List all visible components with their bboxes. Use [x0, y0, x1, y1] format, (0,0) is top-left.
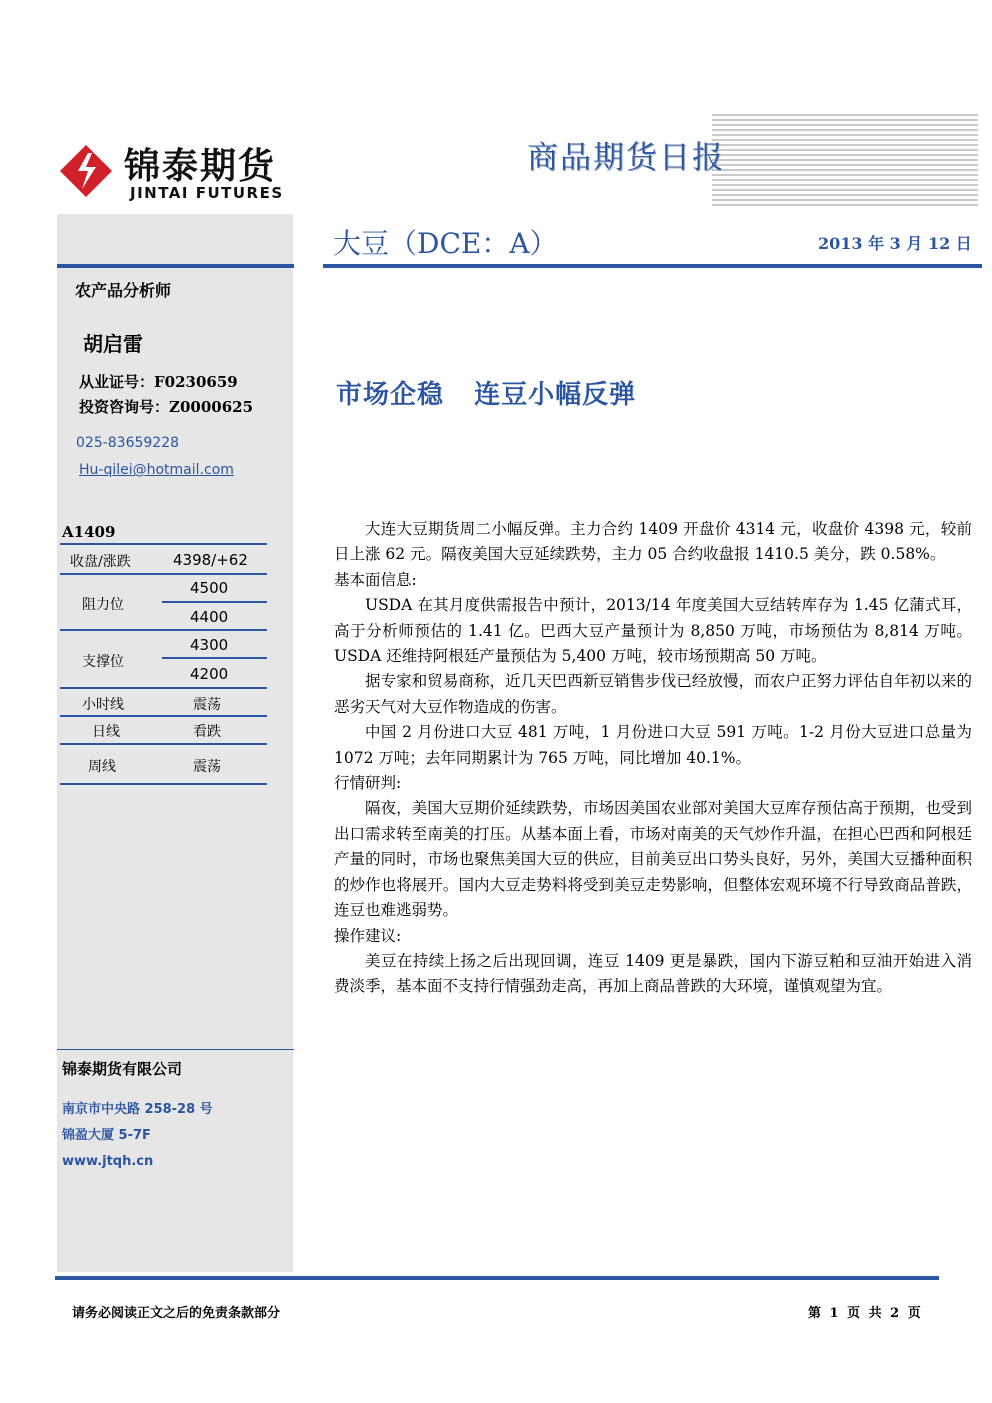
analyst-credentials — [79, 370, 253, 420]
table-divider — [60, 783, 267, 785]
body-paragraph: USDA 在其月度供需报告中预计，2013/14 年度美国大豆结转库存为 1.45 亿蒲式耳，高于分析师预估的 1.41 亿。巴西大豆产量预计为 8,850 万吨，市场预估为 8,814 万吨。USDA 还维持阿根廷产量预估为 5,400 万吨，较市场预期高 50 万吨。 — [334, 596, 972, 666]
analyst-name: 胡启雷 — [83, 332, 143, 356]
footer-rule — [55, 1276, 939, 1280]
report-title: 商品期货日报 — [527, 140, 725, 176]
consult-number: 投资咨询号：Z0000625 — [79, 398, 254, 416]
resistance-value: 4400 — [190, 608, 229, 626]
table-divider — [60, 715, 267, 717]
address-line: 南京市中央路 258-28 号 — [62, 1102, 213, 1117]
daily-value: 看跌 — [193, 724, 221, 740]
logo-english-name: JINTAI FUTURES — [130, 184, 284, 202]
commodity-title: 大豆（DCE：A） — [333, 227, 558, 260]
table-divider — [60, 573, 267, 575]
table-divider — [60, 687, 267, 689]
header-rule-right — [323, 264, 982, 268]
company-logo-icon — [58, 143, 114, 199]
company-website-link[interactable]: www.jtqh.cn — [62, 1154, 154, 1169]
contract-table-title: A1409 — [62, 523, 116, 541]
company-divider — [57, 1049, 294, 1050]
table-divider — [162, 657, 267, 659]
page-number: 第 1 页 共 2 页 — [808, 1306, 921, 1321]
cert-number: 从业证号：F0230659 — [79, 373, 238, 391]
article-body — [334, 517, 972, 1000]
analyst-email-link[interactable]: Hu-qilei@hotmail.com — [79, 462, 234, 478]
report-date: 2013 年 3 月 12 日 — [818, 234, 972, 253]
section-heading: 行情研判: — [334, 774, 402, 793]
section-heading: 基本面信息: — [334, 570, 417, 589]
analyst-phone: 025-83659228 — [76, 435, 180, 451]
close-value: 4398/+62 — [173, 551, 248, 569]
close-label: 收盘/涨跌 — [70, 554, 131, 570]
article-headline: 市场企稳 连豆小幅反弹 — [336, 380, 637, 410]
body-paragraph: 大连大豆期货周二小幅反弹。主力合约 1409 开盘价 4314 元，收盘价 4398 元，较前日上涨 62 元。隔夜美国大豆延续跌势，主力 05 合约收盘报 1410.5 美分，跌 0.58%。 — [334, 520, 972, 564]
analyst-title: 农产品分析师 — [75, 281, 172, 300]
body-paragraph: 美豆在持续上扬之后出现回调，连豆 1409 更是暴跌，国内下游豆粕和豆油开始进入消费淡季，基本面不支持行情强劲走高，再加上商品普跌的大环境，谨慎观望为宜。 — [334, 951, 972, 996]
header-rule-left — [57, 264, 294, 268]
header-stripes — [712, 114, 978, 208]
footer-disclaimer: 请务必阅读正文之后的免责条款部分 — [72, 1306, 281, 1321]
weekly-label: 周线 — [88, 759, 116, 775]
body-paragraph: 据专家和贸易商称，近几天巴西新豆销售步伐已经放慢，而农户正努力评估自年初以来的恶劣天气对大豆作物造成的伤害。 — [334, 672, 972, 716]
support-value: 4200 — [190, 665, 229, 683]
hourly-label: 小时线 — [82, 697, 124, 713]
table-divider — [162, 601, 267, 603]
table-divider — [60, 743, 267, 745]
support-label: 支撑位 — [82, 654, 124, 670]
resistance-label: 阻力位 — [82, 597, 124, 613]
body-paragraph: 中国 2 月份进口大豆 481 万吨，1 月份进口大豆 591 万吨。1-2 月份大豆进口总量为 1072 万吨；去年同期累计为 765 万吨，同比增加 40.1%。 — [334, 723, 972, 767]
address-line: 锦盈大厦 5-7F — [62, 1128, 151, 1143]
resistance-value: 4500 — [190, 579, 229, 597]
daily-label: 日线 — [92, 724, 120, 740]
weekly-value: 震荡 — [193, 759, 221, 775]
logo-chinese-name: 锦泰期货 — [124, 146, 277, 187]
support-value: 4300 — [190, 636, 229, 654]
body-paragraph: 隔夜，美国大豆期价延续跌势，市场因美国农业部对美国大豆库存预估高于预期，也受到出口需求转至南美的打压。从基本面上看，市场对南美的天气炒作升温，在担心巴西和阿根廷产量的同时，市场也聚焦美国大豆的供应，目前美豆出口势头良好，另外，美国大豆播种面积的炒作也将展开。国内大豆走势料将受到美豆走势影响，但整体宏观环境不行导致商品普跌，连豆也难逃弱势。 — [334, 799, 972, 920]
company-address — [62, 1097, 213, 1175]
hourly-value: 震荡 — [193, 697, 221, 713]
table-divider — [60, 543, 267, 545]
company-name: 锦泰期货有限公司 — [62, 1060, 183, 1078]
section-heading: 操作建议: — [334, 926, 402, 945]
table-divider — [60, 629, 267, 631]
